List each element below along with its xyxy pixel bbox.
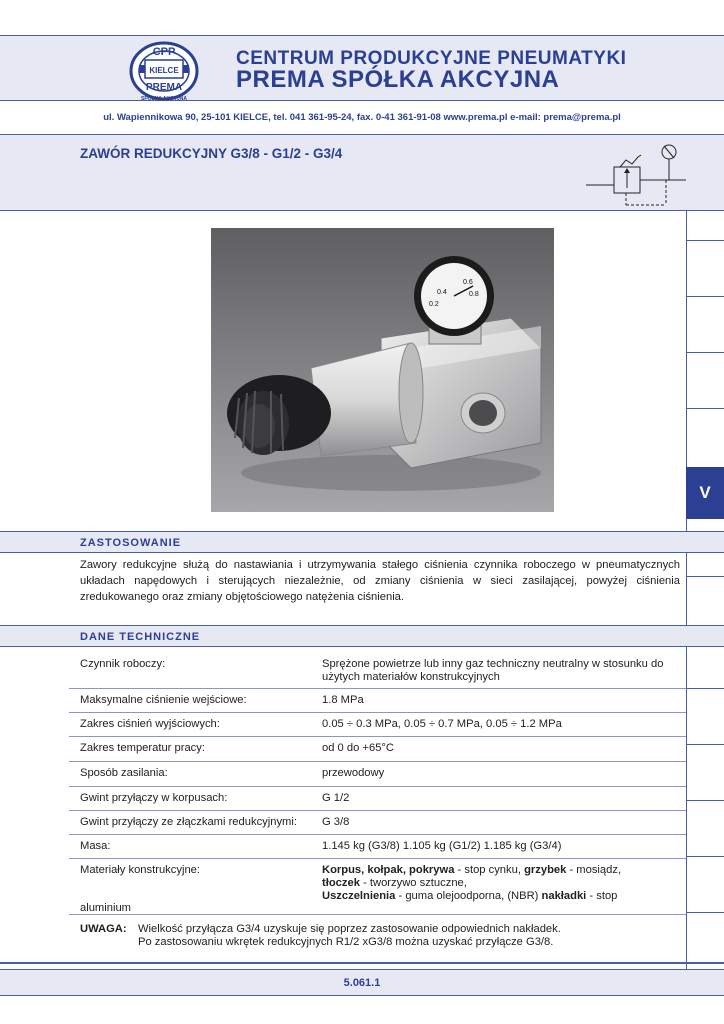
company-name-line2: PREMA SPÓŁKA AKCYJNA: [236, 66, 560, 93]
row-divider: [69, 712, 686, 713]
prema-logo: [128, 40, 200, 104]
section-heading-zastosowanie: ZASTOSOWANIE: [80, 537, 182, 549]
tab-divider: [686, 800, 724, 801]
divider: [0, 962, 724, 964]
divider: [0, 625, 724, 626]
spec-value: od 0 do +65°C: [322, 742, 394, 754]
spec-value: 1.8 MPa: [322, 694, 364, 706]
spec-label: Gwint przyłączy w korpusach:: [80, 792, 228, 804]
divider: [0, 134, 724, 135]
note-text: Wielkość przyłącza G3/4 uzyskuje się poprzez zastosowanie odpowiednich nakładek. Po zastosowaniu wkrętek redukcyjnych R1/2 xG3/8 można uzyskać przyłącze G3/8.: [138, 923, 561, 948]
materials-value: Korpus, kołpak, pokrywa - stop cynku, grzybek - mosiądz, tłoczek - tworzywo sztuczne, Uszczelnienia - guma olejoodporna, (NBR) nakładki - stop: [322, 864, 622, 902]
svg-text:0.4: 0.4: [437, 289, 447, 296]
tab-divider: [686, 352, 724, 353]
row-divider: [69, 858, 686, 859]
svg-text:0.8: 0.8: [469, 291, 479, 298]
row-divider: [69, 810, 686, 811]
row-divider: [69, 761, 686, 762]
spec-label: Materiały konstrukcyjne:: [80, 864, 200, 876]
materials-wrap: aluminium: [80, 902, 131, 914]
tab-divider: [686, 912, 724, 913]
spec-value: 0.05 ÷ 0.3 MPa, 0.05 ÷ 0.7 MPa, 0.05 ÷ 1.2 MPa: [322, 718, 562, 730]
svg-text:KIELCE: KIELCE: [149, 66, 179, 75]
tab-divider: [686, 408, 724, 409]
pneumatic-symbol-icon: [586, 140, 686, 210]
tab-divider: [686, 576, 724, 577]
spec-label: Maksymalne ciśnienie wejściowe:: [80, 694, 247, 706]
spec-value: G 1/2: [322, 792, 350, 804]
section-heading-dane: DANE TECHNICZNE: [80, 631, 201, 643]
row-divider: [69, 914, 686, 915]
divider: [0, 100, 724, 101]
svg-text:PREMA: PREMA: [145, 82, 183, 93]
row-divider: [69, 688, 686, 689]
spec-label: Zakres ciśnień wyjściowych:: [80, 718, 220, 730]
page-title: ZAWÓR REDUKCYJNY G3/8 - G1/2 - G3/4: [80, 146, 343, 161]
svg-text:0.6: 0.6: [463, 279, 473, 286]
svg-text:0.2: 0.2: [429, 301, 439, 308]
divider: [0, 552, 724, 553]
svg-text:CPP: CPP: [152, 46, 176, 58]
spec-label: Czynnik roboczy:: [80, 658, 166, 670]
product-photo: [211, 228, 554, 512]
row-divider: [69, 786, 686, 787]
spec-label: Gwint przyłączy ze złączkami redukcyjnymi:: [80, 816, 297, 828]
divider: [0, 210, 724, 211]
page-number: 5.061.1: [343, 977, 381, 989]
divider: [0, 35, 724, 36]
section-tab-v[interactable]: V: [686, 467, 724, 519]
tab-divider: [686, 240, 724, 241]
tab-divider: [686, 744, 724, 745]
row-divider: [69, 736, 686, 737]
company-name-line1: CENTRUM PRODUKCYJNE PNEUMATYKI: [236, 48, 627, 69]
svg-text:SPÓŁKA AKCYJNA: SPÓŁKA AKCYJNA: [140, 96, 188, 102]
note-label: UWAGA:: [80, 923, 127, 935]
tab-divider: [686, 296, 724, 297]
spec-value: przewodowy: [322, 767, 385, 779]
divider: [0, 646, 724, 647]
spec-label: Zakres temperatur pracy:: [80, 742, 205, 754]
spec-value: G 3/8: [322, 816, 350, 828]
tab-divider: [686, 688, 724, 689]
company-address: ul. Wapiennikowa 90, 25-101 KIELCE, tel. 041 361-95-24, fax. 0-41 361-91-08 www.prema.pl e-mail: prema@prema.pl: [103, 112, 621, 123]
right-column-rule: [686, 211, 687, 976]
spec-value: Sprężone powietrze lub inny gaz techniczny neutralny w stosunku do użytych materiałów konstrukcyjnych: [322, 658, 664, 683]
spec-label: Masa:: [80, 840, 111, 852]
spec-label: Sposób zasilania:: [80, 767, 168, 779]
divider: [0, 995, 724, 996]
zastosowanie-text: Zawory redukcyjne służą do nastawiania i utrzymywania stałego ciśnienia czynnika roboczego w pneumatycznych układach napędowych i sterujących niezależnie, od zmiany ciśnienia w sieci zasilającej, powyżej ciśnienia zredukowanego oraz zmiany objętościowego natężenia ciśnienia.: [80, 559, 680, 603]
tab-divider: [686, 856, 724, 857]
row-divider: [69, 834, 686, 835]
spec-value: 1.145 kg (G3/8) 1.105 kg (G1/2) 1.185 kg (G3/4): [322, 840, 562, 852]
divider: [0, 531, 724, 532]
